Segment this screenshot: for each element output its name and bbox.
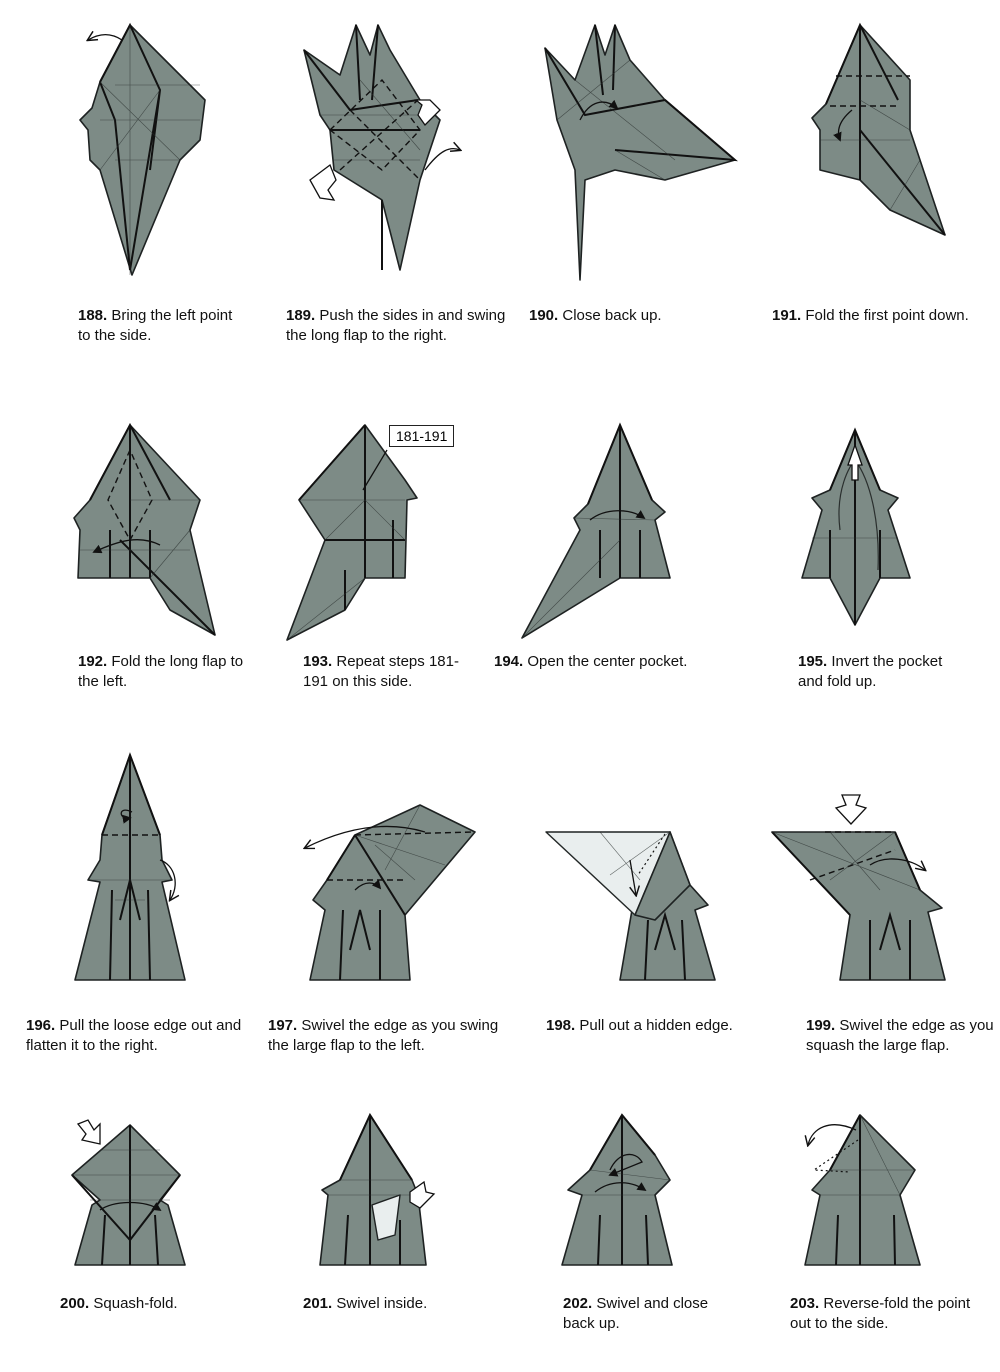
step-text-1: Fold the first point down. [805, 307, 969, 324]
step-text-2: pocket and fold up. [798, 653, 943, 690]
diagram-198 [540, 750, 760, 990]
step-201 [300, 1100, 480, 1350]
step-197 [265, 750, 499, 1070]
step-203 [790, 1100, 980, 1350]
step-text-2: point out to the side. [790, 1295, 971, 1332]
step-text-1: Pull the loose edge out [59, 1017, 212, 1034]
diagram-194 [520, 420, 720, 645]
step-190 [529, 20, 755, 350]
step-text-1: Squash-fold. [93, 1295, 178, 1312]
step-192 [60, 420, 244, 710]
step-text-2: swing the large flap to the left. [268, 1017, 499, 1054]
step-number: 192. [78, 653, 108, 670]
step-number: 202. [563, 1295, 593, 1312]
step-number: 193. [303, 653, 333, 670]
step-195 [800, 420, 960, 710]
diagram-197 [265, 750, 495, 990]
step-text-2: swing the long flap to the right. [286, 307, 506, 344]
step-191 [772, 20, 1000, 350]
step-194 [494, 420, 720, 710]
diagram-196 [20, 750, 250, 990]
step-202 [560, 1100, 740, 1350]
step-196 [20, 750, 250, 1070]
step-number: 195. [798, 653, 828, 670]
step-number: 200. [60, 1295, 90, 1312]
step-text-1: Bring the left [111, 307, 196, 324]
step-198 [540, 750, 760, 1070]
step-193 [285, 420, 485, 710]
diagram-191 [800, 20, 1000, 290]
step-text-2: flap to the left. [78, 653, 244, 690]
diagram-195 [800, 420, 960, 645]
step-text-1: Invert the [831, 653, 894, 670]
step-text-2: 181-191 on this side. [303, 653, 459, 690]
step-number: 197. [268, 1017, 298, 1034]
diagram-193 [285, 420, 485, 645]
diagram-201 [300, 1100, 480, 1270]
step-text-1: Push the sides in and [319, 307, 463, 324]
step-number: 190. [529, 307, 559, 324]
step-text-1: Pull out a hidden edge. [579, 1017, 733, 1034]
step-text-1: Swivel and [596, 1295, 669, 1312]
diagram-199 [770, 750, 1000, 990]
step-199 [770, 750, 1000, 1070]
diagram-202 [560, 1100, 740, 1270]
diagram-190 [535, 20, 755, 290]
step-text-1: Reverse-fold the [823, 1295, 934, 1312]
repeat-reference-label: 181-191 [389, 425, 454, 447]
step-number: 188. [78, 307, 108, 324]
step-189 [286, 20, 520, 350]
step-text-1: Repeat steps [336, 653, 425, 670]
step-188 [60, 20, 233, 350]
step-number: 199. [806, 1017, 836, 1034]
step-text-1: Open the center pocket. [527, 653, 688, 670]
step-text-2: point to the side. [78, 307, 233, 344]
diagram-188 [60, 20, 230, 290]
step-text-1: Swivel inside. [336, 1295, 428, 1312]
diagram-189 [290, 20, 520, 290]
step-number: 201. [303, 1295, 333, 1312]
step-text-2: you squash the large flap. [806, 1017, 994, 1054]
step-text-1: Swivel the edge as you [301, 1017, 456, 1034]
diagram-203 [790, 1100, 980, 1270]
step-number: 189. [286, 307, 316, 324]
step-number: 191. [772, 307, 802, 324]
step-number: 198. [546, 1017, 576, 1034]
diagram-200 [60, 1100, 250, 1270]
step-text-2: and flatten it to the right. [26, 1017, 242, 1054]
step-number: 196. [26, 1017, 56, 1034]
step-number: 194. [494, 653, 524, 670]
step-number: 203. [790, 1295, 820, 1312]
step-text-1: Fold the long [111, 653, 199, 670]
step-text-2: close back up. [563, 1295, 709, 1332]
step-text-1: Swivel the edge as [839, 1017, 966, 1034]
step-text-1: Close back up. [562, 307, 662, 324]
step-200 [60, 1100, 250, 1350]
diagram-192 [60, 420, 230, 645]
